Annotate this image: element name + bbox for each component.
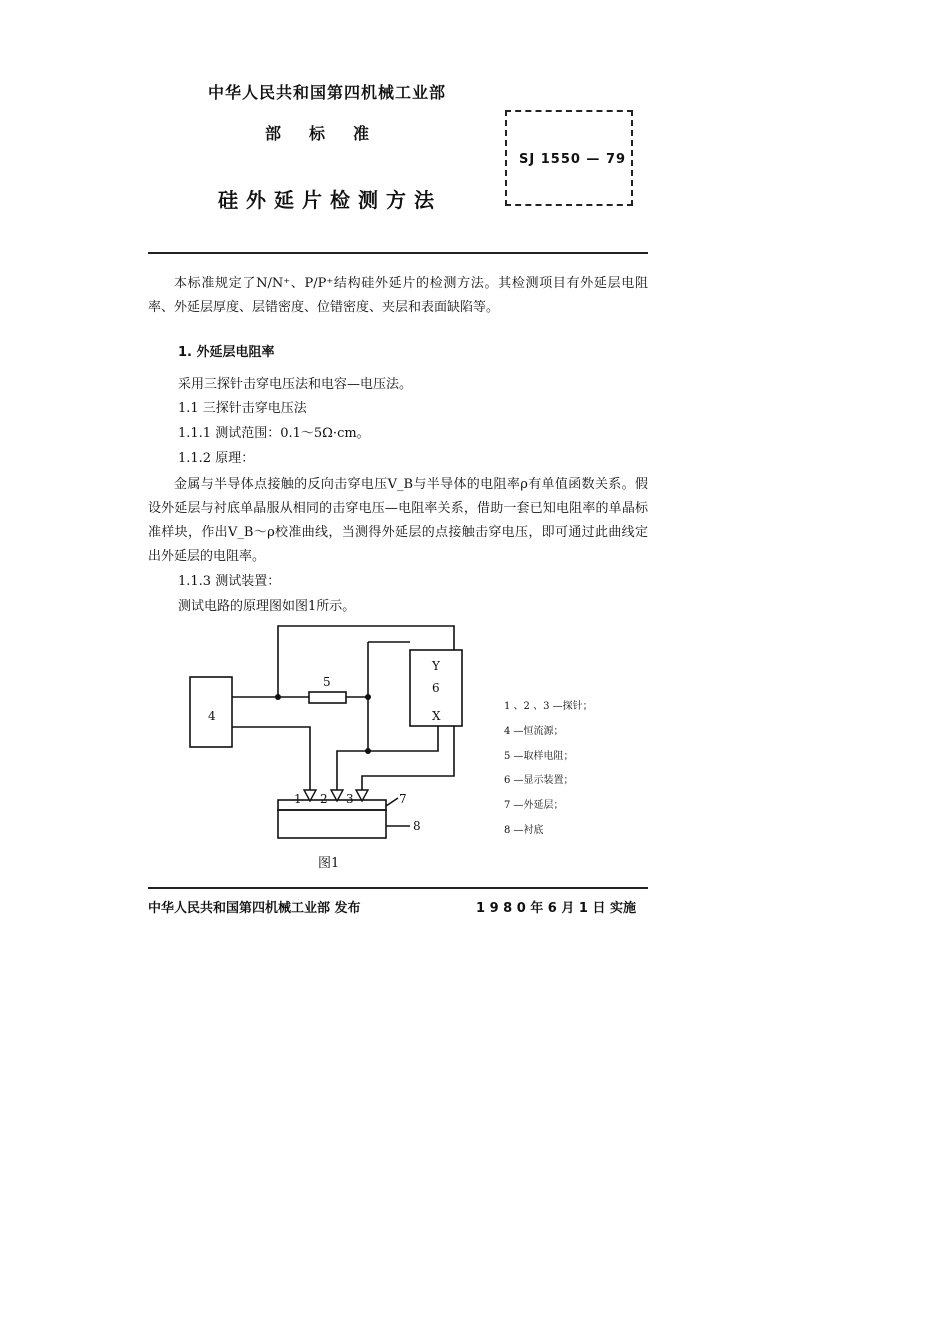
ministry-name: 中华人民共和国第四机械工业部 (208, 83, 447, 102)
section-1-1-title: 1.1 三探针击穿电压法 (178, 401, 307, 416)
substrate-label: 8 (413, 819, 421, 833)
legend-item: 7 —外延层； (504, 800, 564, 811)
legend-item: 5 —取样电阻； (504, 751, 574, 762)
section-1-text: 采用三探针击穿电压法和电容—电压法。 (178, 377, 413, 392)
legend-item: 4 —恒流源； (504, 726, 564, 737)
probe-2-label: 2 (320, 792, 328, 806)
principle-paragraph: 金属与半导体点接触的反向击穿电压V_B与半导体的电阻率ρ有单值函数关系。假设外延层与衬底单晶服从相同的击穿电压—电阻率关系，借助一套已知电阻率的单晶标准样块，作出V_B～ρ校准曲线，当测得外延层的点接触击穿电压，即可通过此曲线定出外延层的电阻率。 (148, 477, 648, 564)
figure-caption: 图1 (318, 856, 340, 871)
section-1-1-2-title: 1.1.2 原理： (178, 451, 255, 466)
effective-date: 1 9 8 0 年 6 月 1 日 实施 (476, 901, 637, 916)
legend-item: 1 、2 、3 —探针； (504, 701, 593, 712)
section-1-1-3-title: 1.1.3 测试装置： (178, 574, 281, 589)
footer-rule (148, 887, 648, 889)
resistor-label: 5 (323, 675, 331, 689)
header-rule (148, 252, 648, 254)
sampling-resistor (309, 692, 346, 703)
intro-paragraph: 本标准规定了N/N⁺、P/P⁺结构硅外延片的检测方法。其检测项目有外延层电阻率、外延层厚度、层错密度、位错密度、夹层和表面缺陷等。 (148, 276, 648, 315)
junction-dot (275, 694, 281, 700)
standard-type: 部标准 (265, 124, 398, 143)
circuit-intro: 测试电路的原理图如图1所示。 (178, 599, 356, 614)
display-y-label: Y (432, 659, 440, 673)
legend-item: 8 —衬底 (504, 825, 544, 836)
display-number-label: 6 (432, 681, 440, 695)
probe-1-label: 1 (294, 792, 302, 806)
publisher: 中华人民共和国第四机械工业部 发布 (148, 901, 361, 916)
standard-code-box (505, 110, 633, 206)
epitaxial-label: 7 (399, 792, 407, 806)
document-title: 硅外延片检测方法 (218, 188, 442, 212)
section-1-title: 1. 外延层电阻率 (178, 345, 275, 360)
standard-code: SJ 1550 — 79 (519, 152, 627, 167)
current-source-label: 4 (208, 709, 216, 723)
substrate (278, 810, 386, 838)
legend-item: 6 —显示装置； (504, 775, 574, 786)
circuit-diagram (0, 620, 950, 880)
probe-3-label: 3 (346, 792, 354, 806)
display-x-label: X (432, 709, 441, 723)
junction-dot (365, 694, 371, 700)
junction-dot (365, 748, 371, 754)
section-1-1-1-range: 1.1.1 测试范围：0.1～5Ω·cm。 (178, 426, 370, 441)
